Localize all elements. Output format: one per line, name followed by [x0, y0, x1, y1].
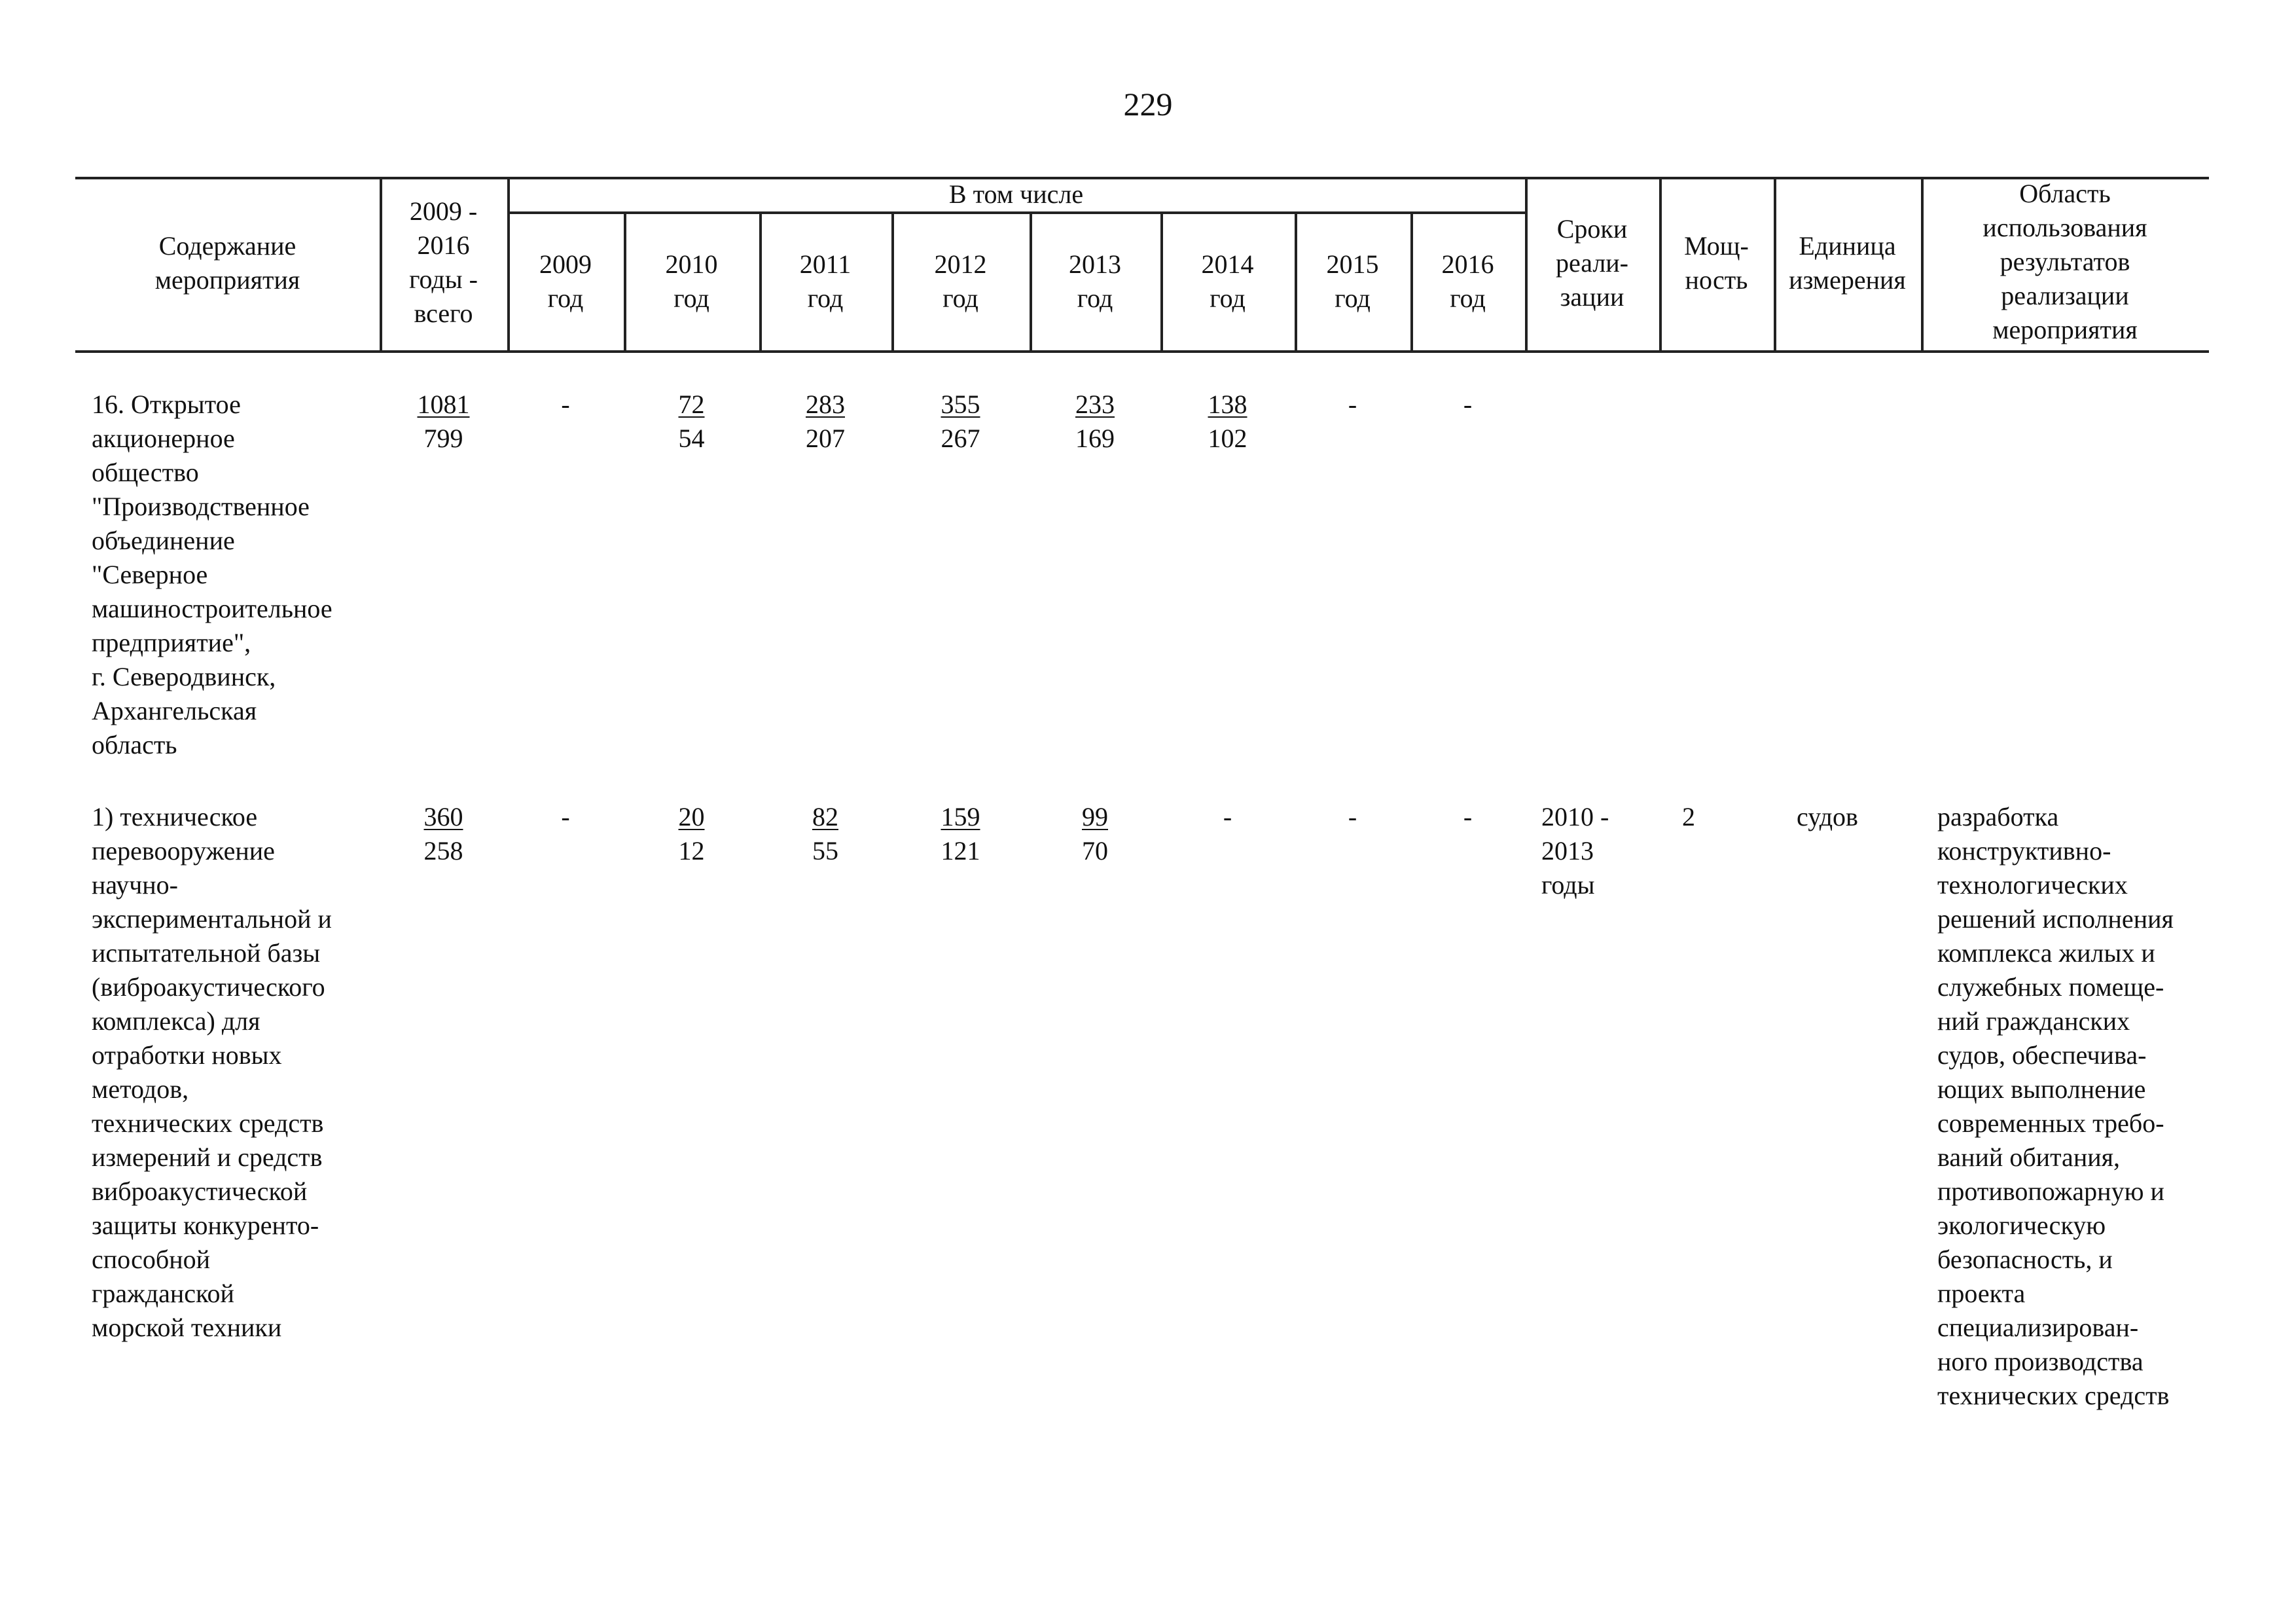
total-top: 360: [423, 802, 463, 831]
area-value: разработка конструктивно- технологических решений исполнения комплекса жилых и служебных помеще- ний гражданских судов, обеспечива- ющих выполнение современных требо- ваний обитания, противопожарную и экологическую безопасность, и проекта специализирован- ного производства технических средств: [1937, 802, 2174, 1410]
year-2016-value: -: [1463, 802, 1473, 831]
year-2010-top: 72: [678, 390, 705, 419]
total-value: [380, 800, 507, 868]
header-total: 2009 - 2016 годы - всего: [409, 196, 478, 328]
header-year-2010: 2010 год: [665, 249, 718, 313]
header-year-2013: 2013 год: [1069, 249, 1121, 313]
year-2010-value: [624, 800, 759, 868]
header-area: Область использования результатов реализации мероприятия: [1982, 179, 2147, 344]
header-content: Содержание мероприятия: [154, 231, 300, 295]
year-2014-value: [1160, 388, 1295, 456]
header-bottom-rule: [75, 350, 2209, 353]
header-year-2016: 2016 год: [1441, 249, 1494, 313]
year-2014-value: -: [1223, 802, 1232, 831]
period-value: 2010 - 2013 годы: [1541, 802, 1609, 900]
year-2010-bottom: 12: [678, 836, 705, 866]
header-year-2011: 2011 год: [799, 249, 852, 313]
year-2013-top: 99: [1082, 802, 1108, 831]
year-2014-bottom: 102: [1208, 424, 1247, 453]
year-2011-bottom: 55: [812, 836, 838, 866]
year-2009-value: -: [561, 390, 570, 419]
year-2010-top: 20: [678, 802, 705, 831]
year-2013-value: [1030, 800, 1160, 868]
year-2011-value: [759, 800, 891, 868]
year-2011-top: 283: [806, 390, 845, 419]
subheader-rule: [507, 211, 1525, 214]
year-2015-value: -: [1348, 802, 1357, 831]
year-2012-top: 159: [941, 802, 980, 831]
header-year-2009: 2009 год: [539, 249, 592, 313]
header-year-2015: 2015 год: [1326, 249, 1379, 313]
total-bottom: 799: [423, 424, 463, 453]
year-2012-top: 355: [941, 390, 980, 419]
total-bottom: 258: [423, 836, 463, 866]
year-2011-top: 82: [812, 802, 838, 831]
header-period: Сроки реали- зации: [1555, 214, 1629, 312]
year-2011-value: [759, 388, 891, 456]
year-2013-bottom: 70: [1082, 836, 1108, 866]
header-year-2012: 2012 год: [934, 249, 987, 313]
header-unit: Единица измерения: [1789, 231, 1906, 295]
year-2012-value: [891, 388, 1030, 456]
year-2016-value: -: [1463, 390, 1473, 419]
year-2012-bottom: 267: [941, 424, 980, 453]
row-name: 1) техническое перевооружение научно- экспериментальной и испытательной базы (виброакустического комплекса) для отработки новых методов, технических средств измерений и средств виброакустической защиты конкуренто- способной гражданской морской техники: [92, 802, 332, 1342]
header-in-total: В том числе: [948, 179, 1084, 209]
year-2009-value: -: [561, 802, 570, 831]
year-2012-bottom: 121: [941, 836, 980, 866]
total-value: [380, 388, 507, 456]
unit-value: судов: [1797, 802, 1858, 831]
year-2013-bottom: 169: [1075, 424, 1115, 453]
header-capacity: Мощ- ность: [1684, 231, 1749, 295]
year-2013-value: [1030, 388, 1160, 456]
year-2011-bottom: 207: [806, 424, 845, 453]
year-2014-top: 138: [1208, 390, 1247, 419]
page-number: 229: [1123, 86, 1173, 122]
total-top: 1081: [417, 390, 470, 419]
year-2015-value: -: [1348, 390, 1357, 419]
year-2010-bottom: 54: [678, 424, 705, 453]
year-2010-value: [624, 388, 759, 456]
row-name: 16. Открытое акционерное общество "Производственное объединение "Северное машиностроительное предприятие", г. Северодвинск, Архангельская область: [92, 390, 332, 759]
year-2012-value: [891, 800, 1030, 868]
year-2013-top: 233: [1075, 390, 1115, 419]
header-year-2014: 2014 год: [1201, 249, 1254, 313]
capacity-value: 2: [1682, 802, 1695, 831]
